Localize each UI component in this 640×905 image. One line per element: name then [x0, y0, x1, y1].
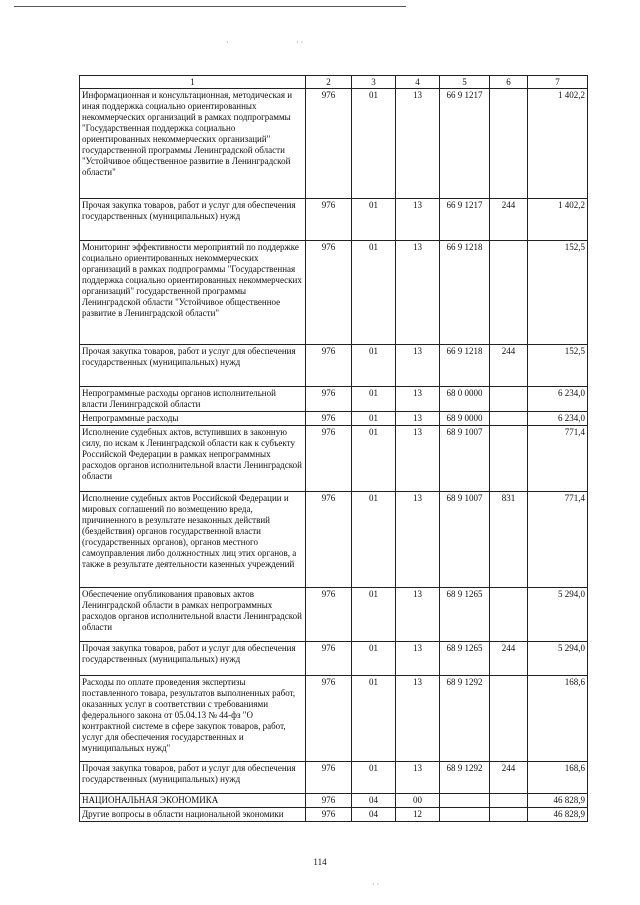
- code-cell-3: 01: [352, 588, 396, 642]
- page-number: 114: [313, 857, 327, 867]
- code-cell-6: [490, 241, 528, 345]
- code-cell-3: 01: [352, 412, 396, 426]
- code-cell-2: 976: [306, 345, 352, 387]
- code-cell-6: [490, 588, 528, 642]
- code-cell-5: 66 9 1218: [440, 345, 490, 387]
- code-cell-3: 01: [352, 762, 396, 794]
- row-name-cell: Непрограммные расходы: [80, 412, 306, 426]
- code-cell-2: 976: [306, 426, 352, 492]
- code-cell-6: [490, 794, 528, 808]
- amount-cell: 1 402,2: [528, 199, 588, 241]
- code-cell-3: 01: [352, 492, 396, 588]
- code-cell-5: 68 0 0000: [440, 387, 490, 412]
- code-cell-3: 01: [352, 387, 396, 412]
- column-header: 7: [528, 76, 588, 89]
- amount-cell: 5 294,0: [528, 588, 588, 642]
- table-row: [80, 345, 588, 387]
- amount-cell: 771,4: [528, 426, 588, 492]
- column-header: 2: [306, 76, 352, 89]
- code-cell-4: 13: [396, 345, 440, 387]
- code-cell-4: 13: [396, 642, 440, 676]
- row-name-cell: Расходы по оплате проведения экспертизы поставленного товара, результатов выполненных работ, оказанных услуг в соответствии с требованиями федерального закона от 05.04.13 № 44-фз "О контрактной системе в сфере закупок товаров, работ, услуг для обеспечения государственных и муниципальных нужд": [80, 676, 306, 762]
- code-cell-2: 976: [306, 642, 352, 676]
- amount-cell: 168,6: [528, 676, 588, 762]
- code-cell-3: 01: [352, 345, 396, 387]
- amount-cell: 152,5: [528, 241, 588, 345]
- row-name-cell: Информационная и консультационная, методическая и иная поддержка социально ориентированных некоммерческих организаций в рамках подпрограммы "Государственная поддержка социально ориентированных некоммерческих организаций" государственной программы Ленинградской области "Устойчивое общественное развитие в Ленинградской области": [80, 89, 306, 199]
- code-cell-4: 13: [396, 588, 440, 642]
- code-cell-5: [440, 808, 490, 822]
- row-name-cell: Прочая закупка товаров, работ и услуг для обеспечения государственных (муниципальных) нужд: [80, 642, 306, 676]
- amount-cell: 46 828,9: [528, 794, 588, 808]
- code-cell-2: 976: [306, 412, 352, 426]
- code-cell-6: 244: [490, 762, 528, 794]
- code-cell-4: 13: [396, 426, 440, 492]
- code-cell-6: [490, 426, 528, 492]
- code-cell-5: 68 9 1265: [440, 642, 490, 676]
- code-cell-6: 244: [490, 642, 528, 676]
- table-row: [80, 387, 588, 412]
- code-cell-6: 244: [490, 345, 528, 387]
- code-cell-5: 68 9 1292: [440, 762, 490, 794]
- scan-edge-line: [14, 6, 406, 7]
- code-cell-3: 01: [352, 241, 396, 345]
- code-cell-6: 831: [490, 492, 528, 588]
- scan-speck: · ·: [296, 38, 304, 47]
- table-row: [80, 588, 588, 642]
- scan-speck: · ·: [372, 880, 380, 889]
- row-name-cell: Прочая закупка товаров, работ и услуг для обеспечения государственных (муниципальных) нужд: [80, 345, 306, 387]
- row-name-cell: Прочая закупка товаров, работ и услуг для обеспечения государственных (муниципальных) нужд: [80, 199, 306, 241]
- row-name-cell: Исполнение судебных актов Российской Федерации и мировых соглашений по возмещению вреда, причиненного в результате незаконных действий (бездействия) органов государственной власти (государственных органов), органов местного самоуправления либо должностных лиц этих органов, а также в результате деятельности казенных учреждений: [80, 492, 306, 588]
- row-name-cell: Другие вопросы в области национальной экономики: [80, 808, 306, 822]
- code-cell-2: 976: [306, 492, 352, 588]
- amount-cell: 6 234,0: [528, 387, 588, 412]
- code-cell-2: 976: [306, 808, 352, 822]
- table-row: [80, 89, 588, 199]
- amount-cell: 1 402,2: [528, 89, 588, 199]
- amount-cell: 5 294,0: [528, 642, 588, 676]
- table-row: [80, 492, 588, 588]
- code-cell-3: 01: [352, 199, 396, 241]
- row-name-cell: Прочая закупка товаров, работ и услуг для обеспечения государственных (муниципальных) нужд: [80, 762, 306, 794]
- code-cell-2: 976: [306, 762, 352, 794]
- scan-speck: ·: [226, 38, 229, 47]
- table-row: [80, 241, 588, 345]
- column-header: 4: [396, 76, 440, 89]
- budget-table: [79, 75, 588, 822]
- code-cell-6: [490, 808, 528, 822]
- column-header: 1: [80, 76, 306, 89]
- code-cell-4: 13: [396, 412, 440, 426]
- row-name-cell: Исполнение судебных актов, вступивших в законную силу, по искам к Ленинградской области как к субъекту Российской Федерации в рамках непрограммных расходов органов исполнительной власти Ленинградской области: [80, 426, 306, 492]
- table-row: [80, 762, 588, 794]
- amount-cell: 168,6: [528, 762, 588, 794]
- code-cell-5: 68 9 1007: [440, 492, 490, 588]
- code-cell-3: 04: [352, 794, 396, 808]
- row-name-cell: Обеспечение опубликования правовых актов Ленинградской области в рамках непрограммных расходов органов исполнительной власти Ленинградской области: [80, 588, 306, 642]
- code-cell-4: 12: [396, 808, 440, 822]
- code-cell-6: [490, 387, 528, 412]
- code-cell-4: 13: [396, 492, 440, 588]
- code-cell-4: 13: [396, 762, 440, 794]
- code-cell-2: 976: [306, 588, 352, 642]
- code-cell-3: 04: [352, 808, 396, 822]
- code-cell-5: 68 9 1265: [440, 588, 490, 642]
- code-cell-5: 66 9 1217: [440, 199, 490, 241]
- code-cell-2: 976: [306, 199, 352, 241]
- table-row: [80, 426, 588, 492]
- code-cell-5: 68 9 0000: [440, 412, 490, 426]
- code-cell-4: 00: [396, 794, 440, 808]
- code-cell-4: 13: [396, 676, 440, 762]
- column-header: 3: [352, 76, 396, 89]
- code-cell-6: [490, 676, 528, 762]
- code-cell-6: 244: [490, 199, 528, 241]
- code-cell-4: 13: [396, 199, 440, 241]
- code-cell-3: 01: [352, 89, 396, 199]
- code-cell-5: 66 9 1218: [440, 241, 490, 345]
- row-name-cell: НАЦИОНАЛЬНАЯ ЭКОНОМИКА: [80, 794, 306, 808]
- code-cell-2: 976: [306, 676, 352, 762]
- table-row: [80, 412, 588, 426]
- code-cell-2: 976: [306, 794, 352, 808]
- code-cell-4: 13: [396, 387, 440, 412]
- column-header: 5: [440, 76, 490, 89]
- table-row: [80, 676, 588, 762]
- code-cell-2: 976: [306, 89, 352, 199]
- amount-cell: 771,4: [528, 492, 588, 588]
- column-header: 6: [490, 76, 528, 89]
- amount-cell: 6 234,0: [528, 412, 588, 426]
- row-name-cell: Мониторинг эффективности мероприятий по поддержке социально ориентированных некоммерческих организаций в рамках подпрограммы "Государственная поддержка социально ориентированных некоммерческих организаций" государственной программы Ленинградской области "Устойчивое общественное развитие в Ленинградской области": [80, 241, 306, 345]
- code-cell-2: 976: [306, 241, 352, 345]
- code-cell-3: 01: [352, 676, 396, 762]
- table-row: [80, 808, 588, 822]
- code-cell-4: 13: [396, 241, 440, 345]
- code-cell-6: [490, 412, 528, 426]
- code-cell-2: 976: [306, 387, 352, 412]
- code-cell-5: [440, 794, 490, 808]
- table-row: [80, 794, 588, 808]
- table-header-row: [80, 76, 588, 89]
- code-cell-3: 01: [352, 426, 396, 492]
- amount-cell: 152,5: [528, 345, 588, 387]
- budget-table-body: [80, 76, 588, 822]
- code-cell-5: 68 9 1292: [440, 676, 490, 762]
- code-cell-3: 01: [352, 642, 396, 676]
- table-row: [80, 642, 588, 676]
- code-cell-5: 68 9 1007: [440, 426, 490, 492]
- table-row: [80, 199, 588, 241]
- code-cell-6: [490, 89, 528, 199]
- amount-cell: 46 828,9: [528, 808, 588, 822]
- row-name-cell: Непрограммные расходы органов исполнительной власти Ленинградской области: [80, 387, 306, 412]
- code-cell-4: 13: [396, 89, 440, 199]
- code-cell-5: 66 9 1217: [440, 89, 490, 199]
